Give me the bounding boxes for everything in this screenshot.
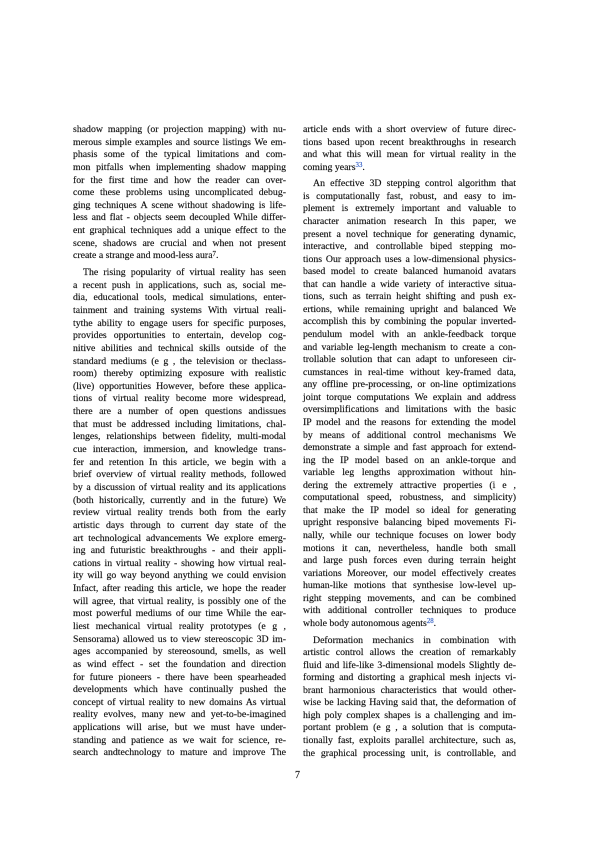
text-line: variable leg lengths approximation without hin-	[303, 467, 516, 479]
text-line: provides opportunities to entertain, develop cog-	[73, 330, 286, 342]
text-line: The rising popularity of virtual reality has seen	[83, 267, 286, 279]
text-line: dering the extremely attractive properties (i e ,	[303, 479, 516, 491]
page-number: 7	[295, 770, 300, 781]
paragraph	[303, 178, 516, 630]
text-line: trollable solution that can adapt to unforeseen cir-	[303, 354, 516, 366]
text-line: phasis some of the typical limitations and com-	[73, 149, 286, 161]
text-line: portant problem (e g , a solution that is computa-	[303, 722, 516, 734]
text-line: dia, educational tools, medical simulations, enter-	[73, 292, 286, 304]
text-line: plement is extremely important and valuable to	[303, 203, 516, 215]
text-line: by a discussion of virtual reality and its applications	[73, 481, 286, 493]
text-line: and variable leg-length mechanism to create a con-	[303, 341, 516, 353]
text-line: ging techniques A scene without shadowing is life-	[73, 199, 286, 211]
text-line: ing the IP model based on an ankle-torque and	[303, 454, 516, 466]
text-line: right stepping movements, and can be combined	[303, 592, 516, 604]
text-line: with additional controller techniques to produce	[303, 605, 516, 617]
text-line: accomplish this by combining the popular inverted-	[303, 316, 516, 328]
text-line: brief overview of virtual reality methods, followed	[73, 469, 286, 481]
paragraph	[73, 124, 286, 263]
text-line: (both historically, currently and in the future) We	[73, 494, 286, 506]
text-line: reality evolves, many new and yet-to-be-imagined	[73, 709, 286, 721]
text-line: search andtechnology to mature and improve The	[73, 747, 286, 759]
text-line: tions Our approach uses a low-dimensional physics-	[303, 253, 516, 265]
text-line: that must be addressed including limitations, chal-	[73, 418, 286, 430]
paragraph	[303, 124, 516, 174]
text-line: ages accompanied by stereosound, smells, as well	[73, 646, 286, 658]
text-line: high poly complex shapes is a challenging and im-	[303, 709, 516, 721]
text-line: cue interaction, immersion, and knowledge trans-	[73, 444, 286, 456]
text-line: cations in virtual reality - showing how virtual real-	[73, 557, 286, 569]
text-line: tythe ability to engage users for specific purposes,	[73, 317, 286, 329]
text-line: developments which have continually pushed the	[73, 684, 286, 696]
text-line: Deformation mechanics in combination with	[313, 634, 516, 646]
text-line: fer and retention In this article, we begin with a	[73, 456, 286, 468]
text-line: wise be lacking Having said that, the deformation of	[303, 697, 516, 709]
text-line: brant harmonious characteristics that would other-	[303, 684, 516, 696]
text-line: most powerful mediums of our time While the ear-	[73, 608, 286, 620]
text-line: IP model and the reasons for extending the model	[303, 416, 516, 428]
text-line: fluid and life-like 3-dimensional models Slightly de-	[303, 659, 516, 671]
text-line: ertions, while remaining upright and balanced We	[303, 303, 516, 315]
paragraph	[73, 267, 286, 760]
text-line: standard mediums (e g , the television or theclass-	[73, 355, 286, 367]
text-line: standing and patience as we wait for science, re-	[73, 734, 286, 746]
text-line: demonstrate a simple and fast approach for extend-	[303, 442, 516, 454]
right-column	[303, 124, 516, 760]
text-line: variations Moreover, our model effectively creates	[303, 567, 516, 579]
text-line: lenges, relationships between fidelity, multi-modal	[73, 431, 286, 443]
text-line: by means of additional control mechanisms We	[303, 429, 516, 441]
text-line: come these problems using uncomplicated debug-	[73, 187, 286, 199]
text-line: Sensorama) allowed us to view stereoscopic 3D im-	[73, 633, 286, 645]
text-line: interactive, and controllable biped stepping mo-	[303, 241, 516, 253]
text-line: tions, such as terrain height shifting and push ex-	[303, 291, 516, 303]
text-line: artistic control allows the creation of remarkably	[303, 647, 516, 659]
text-line: shadow mapping (or projection mapping) with nu-	[73, 124, 286, 135]
text-line: ing and futuristic breakthroughs - and their appli-	[73, 545, 286, 557]
text-line: article ends with a short overview of future direc-	[303, 124, 516, 135]
text-run: .	[433, 617, 437, 629]
text-line: computational speed, robustness, and simplicity)	[303, 492, 516, 504]
left-column	[73, 124, 286, 760]
text-line: tions of virtual reality become more widespread,	[73, 393, 286, 405]
text-line: nally, while our technique focuses on lower body	[303, 530, 516, 541]
text-line: Infact, after reading this article, we hope the reader	[73, 583, 286, 595]
text-line: less and flat - objects seem decoupled While differ-	[73, 212, 286, 224]
text-line: is computationally fast, robust, and easy to im-	[303, 190, 516, 202]
text-line: review virtual reality trends both from the early	[73, 507, 286, 519]
text-line: motions it can, nevertheless, handle both small	[303, 542, 516, 554]
text-line: applications will arise, but we must have under-	[73, 722, 286, 734]
citation-marker: 7	[212, 250, 216, 258]
text-line: upright responsive balancing biped movements Fi-	[303, 517, 516, 529]
text-line: as wind effect - set the foundation and direction	[73, 658, 286, 670]
text-run: coming years	[303, 161, 356, 173]
text-line: for the first time and how the reader can over-	[73, 174, 286, 186]
text-line: cumstances in real-time without key-framed data,	[303, 366, 516, 378]
text-line: nitive abilities and technical skills outside of the	[73, 342, 286, 354]
text-line: tionally fast, exploits parallel architecture, such as,	[303, 735, 516, 746]
text-line: and what this will mean for virtual reality in the	[303, 149, 516, 161]
text-line: that make the IP model so ideal for generating	[303, 504, 516, 516]
text-line: tions based upon recent breakthroughs in research	[303, 136, 516, 148]
text-line: for future pioneers - there have been spearheaded	[73, 671, 286, 683]
text-line: artistic days through to current day state of the	[73, 519, 286, 531]
text-run: whole body autonomous agents	[303, 617, 427, 629]
text-line: and large push forces even during terrain height	[303, 555, 516, 567]
citation-marker[interactable]: 28	[426, 618, 434, 626]
text-line: the graphical processing unit, is controllable, and	[303, 747, 516, 759]
text-run: .	[362, 161, 365, 173]
text-run: create a strange and mood-less aura	[73, 250, 213, 262]
text-line: (live) opportunities However, before these applica-	[73, 380, 286, 392]
text-line	[303, 162, 516, 175]
paragraph	[303, 635, 516, 761]
text-line: any offline pre-processing, or on-line optimizations	[303, 379, 516, 391]
text-line: present a novel technique for generating dynamic,	[303, 228, 516, 240]
text-line: ent graphical techniques add a unique effect to the	[73, 225, 286, 237]
text-line: that can handle a wide variety of interactive situa-	[303, 278, 516, 290]
text-line: ity will go way beyond anything we could envision	[73, 570, 286, 582]
text-line	[303, 618, 516, 631]
text-line	[73, 250, 286, 263]
text-line: tainment and training systems With virtual reali-	[73, 304, 286, 316]
text-run: .	[215, 250, 219, 262]
text-line: scene, shadows are crucial and when not present	[73, 237, 286, 249]
text-line: there are a number of open questions andissues	[73, 406, 286, 418]
text-line: character animation research In this paper, we	[303, 215, 516, 227]
text-line: room) thereby optimizing exposure with realistic	[73, 368, 286, 380]
text-line: mon pitfalls when implementing shadow mapping	[73, 161, 286, 173]
text-line: oversimplifications and limitations with the basic	[303, 404, 516, 416]
text-line: human-like motions that synthesise low-level up-	[303, 580, 516, 592]
text-line: An effective 3D stepping control algorithm that	[313, 178, 516, 190]
citation-marker[interactable]: 33	[355, 162, 363, 170]
text-line: liest mechanical virtual reality prototypes (e g ,	[73, 620, 286, 632]
text-line: concept of virtual reality to new domains As virtual	[73, 696, 286, 708]
text-line: will agree, that virtual reality, is possibly one of the	[73, 595, 286, 607]
text-line: a recent push in applications, such as, social me-	[73, 279, 286, 291]
text-line: based model to create balanced humanoid avatars	[303, 266, 516, 278]
text-line: pendulum model with an ankle-feedback torque	[303, 329, 516, 340]
text-line: art technological advancements We explore emerg-	[73, 532, 286, 544]
text-line: merous simple examples and source listings We em-	[73, 136, 286, 148]
text-line: joint torque computations We explain and address	[303, 391, 516, 403]
text-line: forming and distorting a graphical mesh injects vi-	[303, 672, 516, 684]
